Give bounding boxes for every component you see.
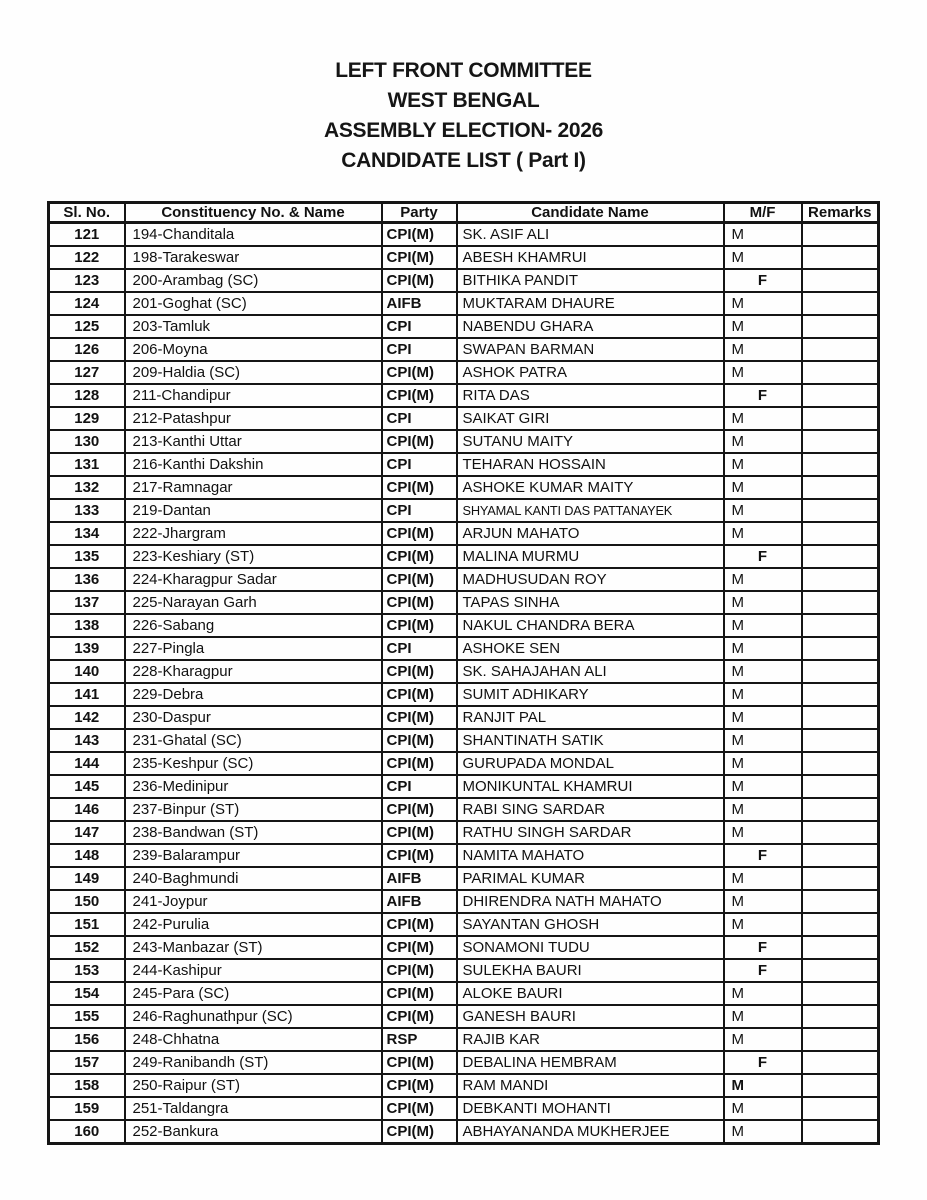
party-cell: AIFB (382, 867, 457, 890)
constituency-cell: 248-Chhatna (125, 1028, 382, 1051)
table-row (49, 1051, 879, 1074)
constituency-cell: 216-Kanthi Dakshin (125, 453, 382, 476)
table-row (49, 775, 879, 798)
sl-no-cell: 143 (49, 729, 125, 752)
candidate-cell: ASHOK PATRA (457, 361, 724, 384)
table-row (49, 269, 879, 292)
party-cell: CPI (382, 775, 457, 798)
mf-cell: F (724, 959, 802, 982)
constituency-cell: 226-Sabang (125, 614, 382, 637)
remarks-cell (802, 361, 879, 384)
sl-no-cell: 136 (49, 568, 125, 591)
table-row (49, 361, 879, 384)
candidate-cell: DEBKANTI MOHANTI (457, 1097, 724, 1120)
candidate-cell: ASHOKE KUMAR MAITY (457, 476, 724, 499)
remarks-cell (802, 1005, 879, 1028)
sl-no-cell: 145 (49, 775, 125, 798)
sl-no-cell: 159 (49, 1097, 125, 1120)
candidate-cell: SK. ASIF ALI (457, 223, 724, 247)
sl-no-cell: 124 (49, 292, 125, 315)
table-row (49, 683, 879, 706)
remarks-cell (802, 568, 879, 591)
party-cell: CPI(M) (382, 568, 457, 591)
candidate-cell: SUMIT ADHIKARY (457, 683, 724, 706)
sl-no-cell: 157 (49, 1051, 125, 1074)
candidate-cell: ALOKE BAURI (457, 982, 724, 1005)
candidate-cell: MALINA MURMU (457, 545, 724, 568)
party-cell: CPI(M) (382, 913, 457, 936)
table-body (49, 223, 879, 1144)
table-row (49, 315, 879, 338)
table-row (49, 246, 879, 269)
table-row (49, 821, 879, 844)
remarks-cell (802, 522, 879, 545)
table-row (49, 936, 879, 959)
remarks-cell (802, 1120, 879, 1144)
constituency-cell: 252-Bankura (125, 1120, 382, 1144)
sl-no-cell: 152 (49, 936, 125, 959)
candidate-cell: DEBALINA HEMBRAM (457, 1051, 724, 1074)
table-row (49, 637, 879, 660)
constituency-cell: 238-Bandwan (ST) (125, 821, 382, 844)
constituency-cell: 239-Balarampur (125, 844, 382, 867)
party-cell: CPI (382, 637, 457, 660)
constituency-cell: 225-Narayan Garh (125, 591, 382, 614)
sl-no-cell: 146 (49, 798, 125, 821)
title-line-election: ASSEMBLY ELECTION- 2026 (323, 119, 604, 142)
constituency-cell: 194-Chanditala (125, 223, 382, 247)
constituency-cell: 211-Chandipur (125, 384, 382, 407)
party-cell: CPI(M) (382, 430, 457, 453)
mf-cell: M (724, 476, 802, 499)
table-row (49, 844, 879, 867)
remarks-cell (802, 844, 879, 867)
table-row (49, 1005, 879, 1028)
constituency-cell: 224-Kharagpur Sadar (125, 568, 382, 591)
mf-cell: M (724, 913, 802, 936)
remarks-cell (802, 430, 879, 453)
constituency-cell: 206-Moyna (125, 338, 382, 361)
mf-cell: M (724, 407, 802, 430)
mf-cell: M (724, 867, 802, 890)
sl-no-cell: 130 (49, 430, 125, 453)
remarks-cell (802, 223, 879, 247)
constituency-cell: 223-Keshiary (ST) (125, 545, 382, 568)
remarks-cell (802, 499, 879, 522)
remarks-cell (802, 982, 879, 1005)
sl-no-cell: 122 (49, 246, 125, 269)
mf-cell: M (724, 499, 802, 522)
candidate-cell: BITHIKA PANDIT (457, 269, 724, 292)
remarks-cell (802, 775, 879, 798)
party-cell: CPI(M) (382, 384, 457, 407)
sl-no-cell: 127 (49, 361, 125, 384)
candidate-table (47, 201, 880, 1145)
constituency-cell: 228-Kharagpur (125, 660, 382, 683)
mf-cell: F (724, 936, 802, 959)
table-row (49, 591, 879, 614)
col-header-party: Party (382, 203, 457, 223)
party-cell: RSP (382, 1028, 457, 1051)
mf-cell: M (724, 1120, 802, 1144)
party-cell: CPI(M) (382, 269, 457, 292)
party-cell: CPI(M) (382, 361, 457, 384)
remarks-cell (802, 1028, 879, 1051)
table-row (49, 959, 879, 982)
mf-cell: M (724, 1005, 802, 1028)
candidate-cell: GANESH BAURI (457, 1005, 724, 1028)
mf-cell: M (724, 982, 802, 1005)
remarks-cell (802, 384, 879, 407)
remarks-cell (802, 821, 879, 844)
table-row (49, 660, 879, 683)
remarks-cell (802, 637, 879, 660)
table-row (49, 430, 879, 453)
table-row (49, 384, 879, 407)
mf-cell: M (724, 683, 802, 706)
remarks-cell (802, 798, 879, 821)
candidate-cell: RITA DAS (457, 384, 724, 407)
table-row (49, 614, 879, 637)
sl-no-cell: 125 (49, 315, 125, 338)
remarks-cell (802, 913, 879, 936)
sl-no-cell: 144 (49, 752, 125, 775)
table-row (49, 223, 879, 247)
mf-cell: M (724, 752, 802, 775)
constituency-cell: 250-Raipur (ST) (125, 1074, 382, 1097)
candidate-cell: SAYANTAN GHOSH (457, 913, 724, 936)
candidate-cell: MONIKUNTAL KHAMRUI (457, 775, 724, 798)
constituency-cell: 243-Manbazar (ST) (125, 936, 382, 959)
candidate-cell: MADHUSUDAN ROY (457, 568, 724, 591)
constituency-cell: 227-Pingla (125, 637, 382, 660)
col-header-mf: M/F (724, 203, 802, 223)
candidate-cell: TEHARAN HOSSAIN (457, 453, 724, 476)
mf-cell: M (724, 729, 802, 752)
party-cell: CPI (382, 315, 457, 338)
mf-cell: M (724, 315, 802, 338)
table-row (49, 890, 879, 913)
remarks-cell (802, 614, 879, 637)
table-row (49, 453, 879, 476)
constituency-cell: 217-Ramnagar (125, 476, 382, 499)
sl-no-cell: 147 (49, 821, 125, 844)
title-line-state: WEST BENGAL (387, 89, 540, 112)
sl-no-cell: 151 (49, 913, 125, 936)
remarks-cell (802, 476, 879, 499)
party-cell: CPI(M) (382, 936, 457, 959)
mf-cell: M (724, 1097, 802, 1120)
party-cell: CPI(M) (382, 982, 457, 1005)
party-cell: CPI(M) (382, 660, 457, 683)
sl-no-cell: 132 (49, 476, 125, 499)
party-cell: CPI (382, 499, 457, 522)
mf-cell: M (724, 1074, 802, 1097)
table-row (49, 752, 879, 775)
party-cell: CPI(M) (382, 591, 457, 614)
sl-no-cell: 123 (49, 269, 125, 292)
sl-no-cell: 128 (49, 384, 125, 407)
table-row (49, 1097, 879, 1120)
mf-cell: M (724, 821, 802, 844)
mf-cell: M (724, 522, 802, 545)
table-row (49, 1028, 879, 1051)
party-cell: CPI(M) (382, 844, 457, 867)
candidate-cell: RAM MANDI (457, 1074, 724, 1097)
col-header-candidate: Candidate Name (457, 203, 724, 223)
remarks-cell (802, 338, 879, 361)
sl-no-cell: 138 (49, 614, 125, 637)
constituency-cell: 246-Raghunathpur (SC) (125, 1005, 382, 1028)
remarks-cell (802, 246, 879, 269)
constituency-cell: 237-Binpur (ST) (125, 798, 382, 821)
mf-cell: F (724, 384, 802, 407)
mf-cell: F (724, 269, 802, 292)
candidate-cell: NAKUL CHANDRA BERA (457, 614, 724, 637)
constituency-cell: 241-Joypur (125, 890, 382, 913)
candidate-cell: NAMITA MAHATO (457, 844, 724, 867)
candidate-cell: SWAPAN BARMAN (457, 338, 724, 361)
mf-cell: M (724, 591, 802, 614)
sl-no-cell: 126 (49, 338, 125, 361)
remarks-cell (802, 890, 879, 913)
party-cell: CPI(M) (382, 706, 457, 729)
constituency-cell: 240-Baghmundi (125, 867, 382, 890)
constituency-cell: 245-Para (SC) (125, 982, 382, 1005)
table-row (49, 798, 879, 821)
table-row (49, 522, 879, 545)
party-cell: CPI(M) (382, 1097, 457, 1120)
remarks-cell (802, 936, 879, 959)
constituency-cell: 213-Kanthi Uttar (125, 430, 382, 453)
remarks-cell (802, 729, 879, 752)
sl-no-cell: 133 (49, 499, 125, 522)
candidate-cell: SULEKHA BAURI (457, 959, 724, 982)
party-cell: CPI (382, 407, 457, 430)
mf-cell: M (724, 453, 802, 476)
constituency-cell: 249-Ranibandh (ST) (125, 1051, 382, 1074)
mf-cell: M (724, 660, 802, 683)
table-row (49, 292, 879, 315)
table-row (49, 913, 879, 936)
mf-cell: F (724, 1051, 802, 1074)
mf-cell: M (724, 430, 802, 453)
party-cell: CPI (382, 453, 457, 476)
constituency-cell: 229-Debra (125, 683, 382, 706)
sl-no-cell: 135 (49, 545, 125, 568)
remarks-cell (802, 1051, 879, 1074)
constituency-cell: 201-Goghat (SC) (125, 292, 382, 315)
constituency-cell: 235-Keshpur (SC) (125, 752, 382, 775)
candidate-cell: RAJIB KAR (457, 1028, 724, 1051)
remarks-cell (802, 752, 879, 775)
constituency-cell: 200-Arambag (SC) (125, 269, 382, 292)
party-cell: CPI(M) (382, 821, 457, 844)
mf-cell: M (724, 361, 802, 384)
sl-no-cell: 158 (49, 1074, 125, 1097)
col-header-constituency: Constituency No. & Name (125, 203, 382, 223)
party-cell: CPI(M) (382, 683, 457, 706)
candidate-cell: DHIRENDRA NATH MAHATO (457, 890, 724, 913)
constituency-cell: 222-Jhargram (125, 522, 382, 545)
sl-no-cell: 140 (49, 660, 125, 683)
candidate-cell: PARIMAL KUMAR (457, 867, 724, 890)
party-cell: CPI (382, 338, 457, 361)
constituency-cell: 209-Haldia (SC) (125, 361, 382, 384)
constituency-cell: 244-Kashipur (125, 959, 382, 982)
constituency-cell: 219-Dantan (125, 499, 382, 522)
remarks-cell (802, 453, 879, 476)
candidate-cell: ABHAYANANDA MUKHERJEE (457, 1120, 724, 1144)
sl-no-cell: 153 (49, 959, 125, 982)
mf-cell: M (724, 338, 802, 361)
party-cell: CPI(M) (382, 1051, 457, 1074)
table-row (49, 706, 879, 729)
title-line-committee: LEFT FRONT COMMITTEE (335, 59, 592, 82)
candidate-cell: SONAMONI TUDU (457, 936, 724, 959)
remarks-cell (802, 1097, 879, 1120)
party-cell: CPI(M) (382, 1074, 457, 1097)
remarks-cell (802, 1074, 879, 1097)
remarks-cell (802, 706, 879, 729)
table-header-row (49, 203, 879, 223)
constituency-cell: 231-Ghatal (SC) (125, 729, 382, 752)
constituency-cell: 203-Tamluk (125, 315, 382, 338)
constituency-cell: 230-Daspur (125, 706, 382, 729)
table-row (49, 338, 879, 361)
sl-no-cell: 149 (49, 867, 125, 890)
sl-no-cell: 134 (49, 522, 125, 545)
party-cell: CPI(M) (382, 752, 457, 775)
table-row (49, 545, 879, 568)
sl-no-cell: 150 (49, 890, 125, 913)
sl-no-cell: 155 (49, 1005, 125, 1028)
constituency-cell: 242-Purulia (125, 913, 382, 936)
mf-cell: M (724, 292, 802, 315)
mf-cell: M (724, 637, 802, 660)
mf-cell: M (724, 798, 802, 821)
title-line-list: CANDIDATE LIST ( Part I) (341, 149, 586, 172)
party-cell: CPI(M) (382, 223, 457, 247)
mf-cell: M (724, 1028, 802, 1051)
candidate-cell: ABESH KHAMRUI (457, 246, 724, 269)
table-row (49, 867, 879, 890)
remarks-cell (802, 292, 879, 315)
col-header-remarks: Remarks (802, 203, 879, 223)
party-cell: CPI(M) (382, 1005, 457, 1028)
party-cell: CPI(M) (382, 1120, 457, 1144)
party-cell: CPI(M) (382, 545, 457, 568)
remarks-cell (802, 269, 879, 292)
party-cell: CPI(M) (382, 614, 457, 637)
candidate-cell: GURUPADA MONDAL (457, 752, 724, 775)
table-row (49, 407, 879, 430)
remarks-cell (802, 407, 879, 430)
remarks-cell (802, 959, 879, 982)
sl-no-cell: 121 (49, 223, 125, 247)
candidate-cell: SHANTINATH SATIK (457, 729, 724, 752)
table-row (49, 476, 879, 499)
document-title-block (0, 56, 927, 176)
candidate-cell: RATHU SINGH SARDAR (457, 821, 724, 844)
party-cell: AIFB (382, 292, 457, 315)
mf-cell: M (724, 775, 802, 798)
party-cell: CPI(M) (382, 798, 457, 821)
sl-no-cell: 139 (49, 637, 125, 660)
mf-cell: M (724, 246, 802, 269)
party-cell: CPI(M) (382, 959, 457, 982)
col-header-sl-no: Sl. No. (49, 203, 125, 223)
table-row (49, 499, 879, 522)
candidate-cell: TAPAS SINHA (457, 591, 724, 614)
constituency-cell: 212-Patashpur (125, 407, 382, 430)
table-row (49, 1120, 879, 1144)
mf-cell: F (724, 545, 802, 568)
party-cell: CPI(M) (382, 246, 457, 269)
mf-cell: M (724, 890, 802, 913)
party-cell: AIFB (382, 890, 457, 913)
mf-cell: F (724, 844, 802, 867)
remarks-cell (802, 660, 879, 683)
table-row (49, 982, 879, 1005)
remarks-cell (802, 683, 879, 706)
candidate-cell: SUTANU MAITY (457, 430, 724, 453)
sl-no-cell: 141 (49, 683, 125, 706)
table-row (49, 1074, 879, 1097)
sl-no-cell: 156 (49, 1028, 125, 1051)
sl-no-cell: 142 (49, 706, 125, 729)
constituency-cell: 198-Tarakeswar (125, 246, 382, 269)
party-cell: CPI(M) (382, 522, 457, 545)
constituency-cell: 236-Medinipur (125, 775, 382, 798)
mf-cell: M (724, 706, 802, 729)
sl-no-cell: 137 (49, 591, 125, 614)
constituency-cell: 251-Taldangra (125, 1097, 382, 1120)
table-row (49, 729, 879, 752)
sl-no-cell: 148 (49, 844, 125, 867)
mf-cell: M (724, 223, 802, 247)
candidate-cell: ARJUN MAHATO (457, 522, 724, 545)
candidate-cell: SK. SAHAJAHAN ALI (457, 660, 724, 683)
sl-no-cell: 154 (49, 982, 125, 1005)
mf-cell: M (724, 568, 802, 591)
candidate-cell: RANJIT PAL (457, 706, 724, 729)
candidate-cell: NABENDU GHARA (457, 315, 724, 338)
remarks-cell (802, 315, 879, 338)
table-row (49, 568, 879, 591)
candidate-cell: RABI SING SARDAR (457, 798, 724, 821)
party-cell: CPI(M) (382, 476, 457, 499)
candidate-cell: SAIKAT GIRI (457, 407, 724, 430)
sl-no-cell: 129 (49, 407, 125, 430)
candidate-cell: ASHOKE SEN (457, 637, 724, 660)
candidate-cell: MUKTARAM DHAURE (457, 292, 724, 315)
party-cell: CPI(M) (382, 729, 457, 752)
mf-cell: M (724, 614, 802, 637)
remarks-cell (802, 591, 879, 614)
sl-no-cell: 131 (49, 453, 125, 476)
remarks-cell (802, 545, 879, 568)
candidate-cell: SHYAMAL KANTI DAS PATTANAYEK (457, 499, 724, 522)
remarks-cell (802, 867, 879, 890)
sl-no-cell: 160 (49, 1120, 125, 1144)
